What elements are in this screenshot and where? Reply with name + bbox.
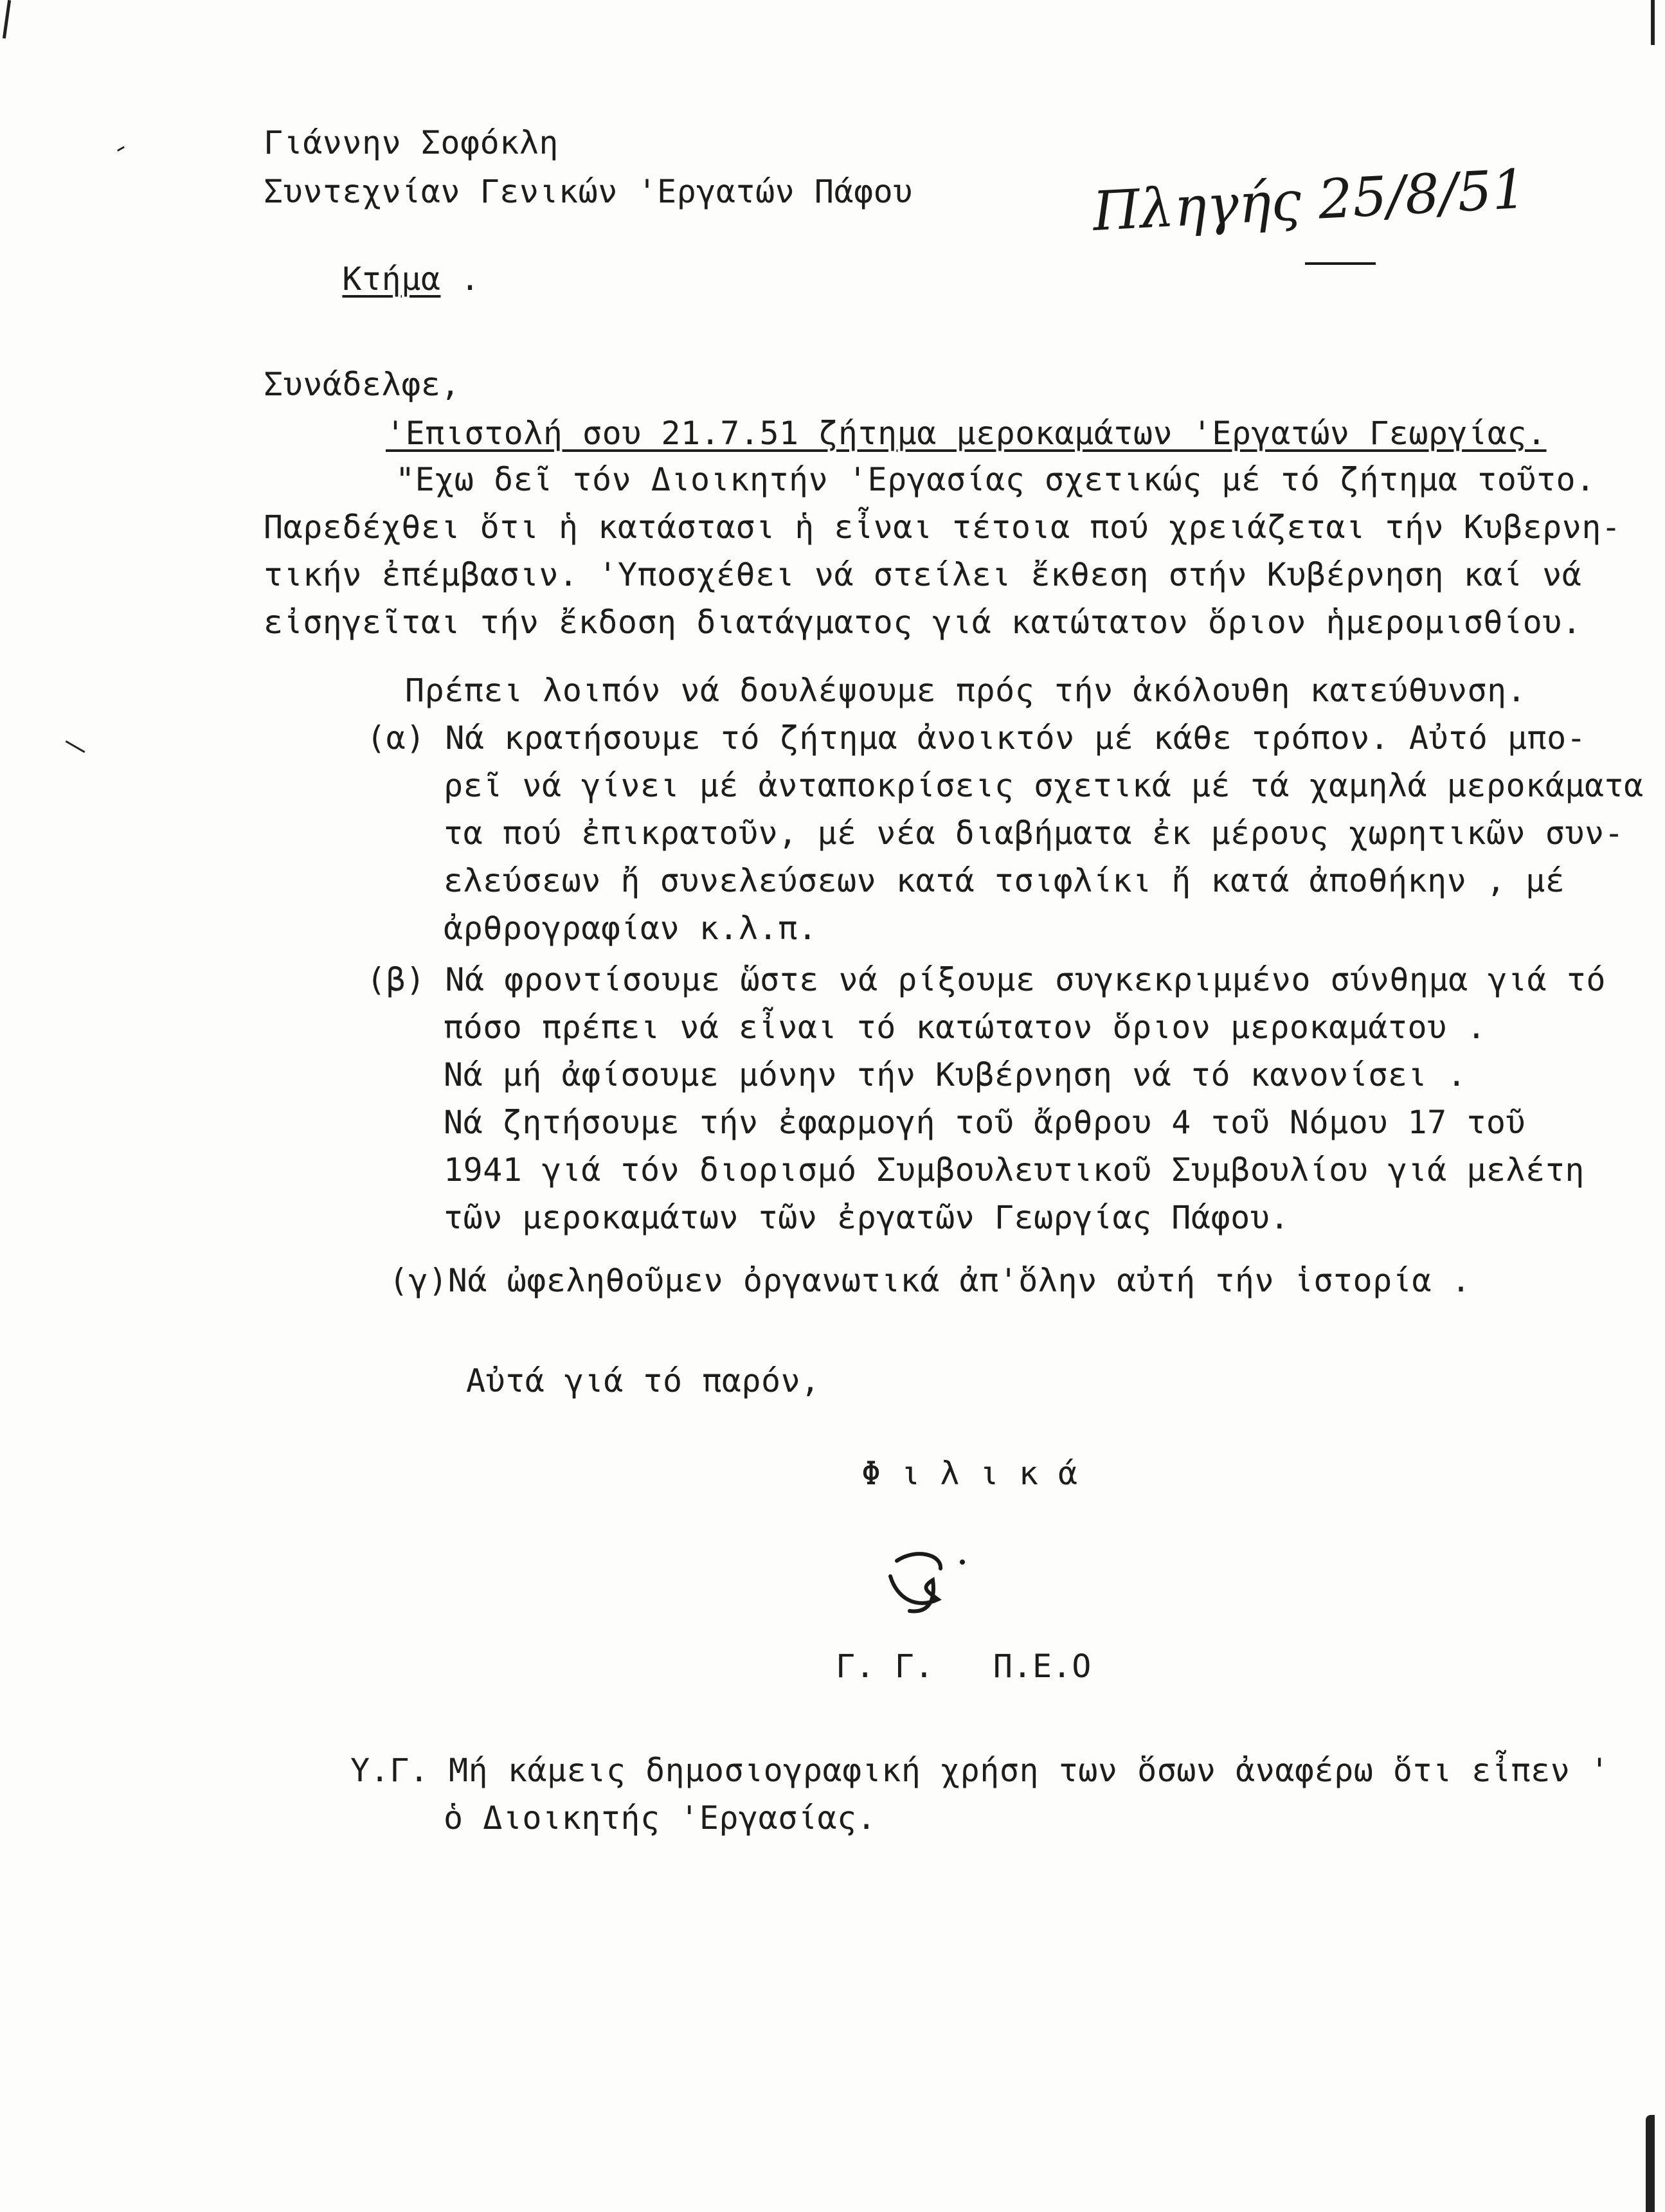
margin-mark-top-left bbox=[3, 0, 11, 39]
recipient-town: Κτήμα bbox=[342, 260, 441, 298]
item-a-line-5: ἀρθρογραφίαν κ.λ.π. bbox=[444, 910, 818, 947]
item-a-line-3: τα πού ἐπικρατοῦν, μέ νέα διαβήματα ἐκ μέρους χωρητικῶν συν- bbox=[444, 814, 1625, 852]
sender: Γ. Γ. Π.Ε.Ο bbox=[836, 1648, 1092, 1685]
handwritten-date: Πληγής 25/8/51 bbox=[1091, 157, 1528, 243]
margin-mark-top-right bbox=[1651, 0, 1655, 45]
item-c: (γ)Νά ὠφεληθοῦμεν ὀργανωτικά ἀπ'ὅλην αὐτή τήν ἱστορία . bbox=[389, 1262, 1472, 1299]
recipient-organisation: Συντεχνίαν Γενικών 'Εργατών Πάφου bbox=[264, 173, 913, 210]
item-a-line-4: ελεύσεων ἤ συνελεύσεων κατά τσιφλίκι ἤ κατά ἀποθήκην , μέ bbox=[444, 862, 1565, 899]
postscript-line-1: Υ.Γ. Μή κάμεις δημοσιογραφική χρήση των ὅσων ἀναφέρω ὅτι εἶπεν ' bbox=[350, 1752, 1610, 1789]
greeting: Συνάδελφε, bbox=[264, 366, 461, 403]
recipient-town-line bbox=[264, 221, 480, 337]
para1-line-3: τικήν ἐπέμβασιν. 'Υποσχέθει νά στείλει ἔκθεση στήν Κυβέρνηση καί νά bbox=[264, 556, 1582, 593]
item-a-line-1: (α) Νά κρατήσουμε τό ζήτημα ἀνοικτόν μέ κάθε τρόπον. Αὐτό μπο- bbox=[366, 719, 1587, 757]
para1-line-4: εἰσηγεῖται τήν ἔκδοση διατάγματος γιά κατώτατον ὅριον ἡμερομισθίου. bbox=[264, 604, 1582, 641]
closing-line: Αὐτά γιά τό παρόν, bbox=[466, 1362, 820, 1399]
recipient-town-suffix: . bbox=[440, 260, 480, 298]
para2: Πρέπει λοιπόν νά δουλέψουμε πρός τήν ἀκόλουθη κατεύθυνση. bbox=[405, 672, 1527, 709]
item-b-line-5: 1941 γιά τόν διορισμό Συμβουλευτικοῦ Συμβουλίου γιά μελέτη bbox=[444, 1151, 1585, 1189]
item-b-line-1: (β) Νά φροντίσουμε ὥστε νά ρίξουμε συγκεκριμμένο σύνθημα γιά τό bbox=[366, 961, 1606, 998]
recipient-name: Γιάννην Σοφόκλη bbox=[264, 124, 559, 161]
para1-line-2: Παρεδέχθει ὅτι ἡ κατάστασι ἡ εἶναι τέτοια πού χρειάζεται τήν Κυβερνη- bbox=[264, 508, 1621, 546]
item-b-line-4: Νά ζητήσουμε τήν ἐφαρμογή τοῦ ἄρθρου 4 τοῦ Νόμου 17 τοῦ bbox=[444, 1104, 1526, 1141]
item-b-line-2: πόσο πρέπει νά εἶναι τό κατώτατον ὅριον μεροκαμάτου . bbox=[444, 1009, 1486, 1046]
handwritten-date-underline bbox=[1305, 262, 1376, 265]
valediction: Φ ι λ ι κ ά bbox=[861, 1455, 1078, 1492]
margin-tick-2 bbox=[66, 741, 86, 753]
margin-tick-1 bbox=[117, 146, 125, 152]
para1-line-1: "Εχω δεῖ τόν Διοικητήν 'Εργασίας σχετικώς μέ τό ζήτημα τοῦτο. bbox=[395, 461, 1596, 498]
subject-line: 'Επιστολή σου 21.7.51 ζήτημα μεροκαμάτων 'Εργατών Γεωργίας. bbox=[386, 415, 1547, 452]
item-a-line-2: ρεῖ νά γίνει μέ ἀνταποκρίσεις σχετικά μέ τά χαμηλά μεροκάματα bbox=[444, 767, 1644, 804]
margin-mark-bottom-right bbox=[1646, 2115, 1655, 2212]
postscript-line-2: ὁ Διοικητής 'Εργασίας. bbox=[444, 1799, 877, 1837]
item-b-line-6: τῶν μεροκαμάτων τῶν ἐργατῶν Γεωργίας Πάφου. bbox=[444, 1199, 1290, 1236]
signature-icon bbox=[871, 1543, 974, 1626]
item-b-line-3: Νά μή ἀφίσουμε μόνην τήν Κυβέρνηση νά τό κανονίσει . bbox=[444, 1056, 1467, 1093]
